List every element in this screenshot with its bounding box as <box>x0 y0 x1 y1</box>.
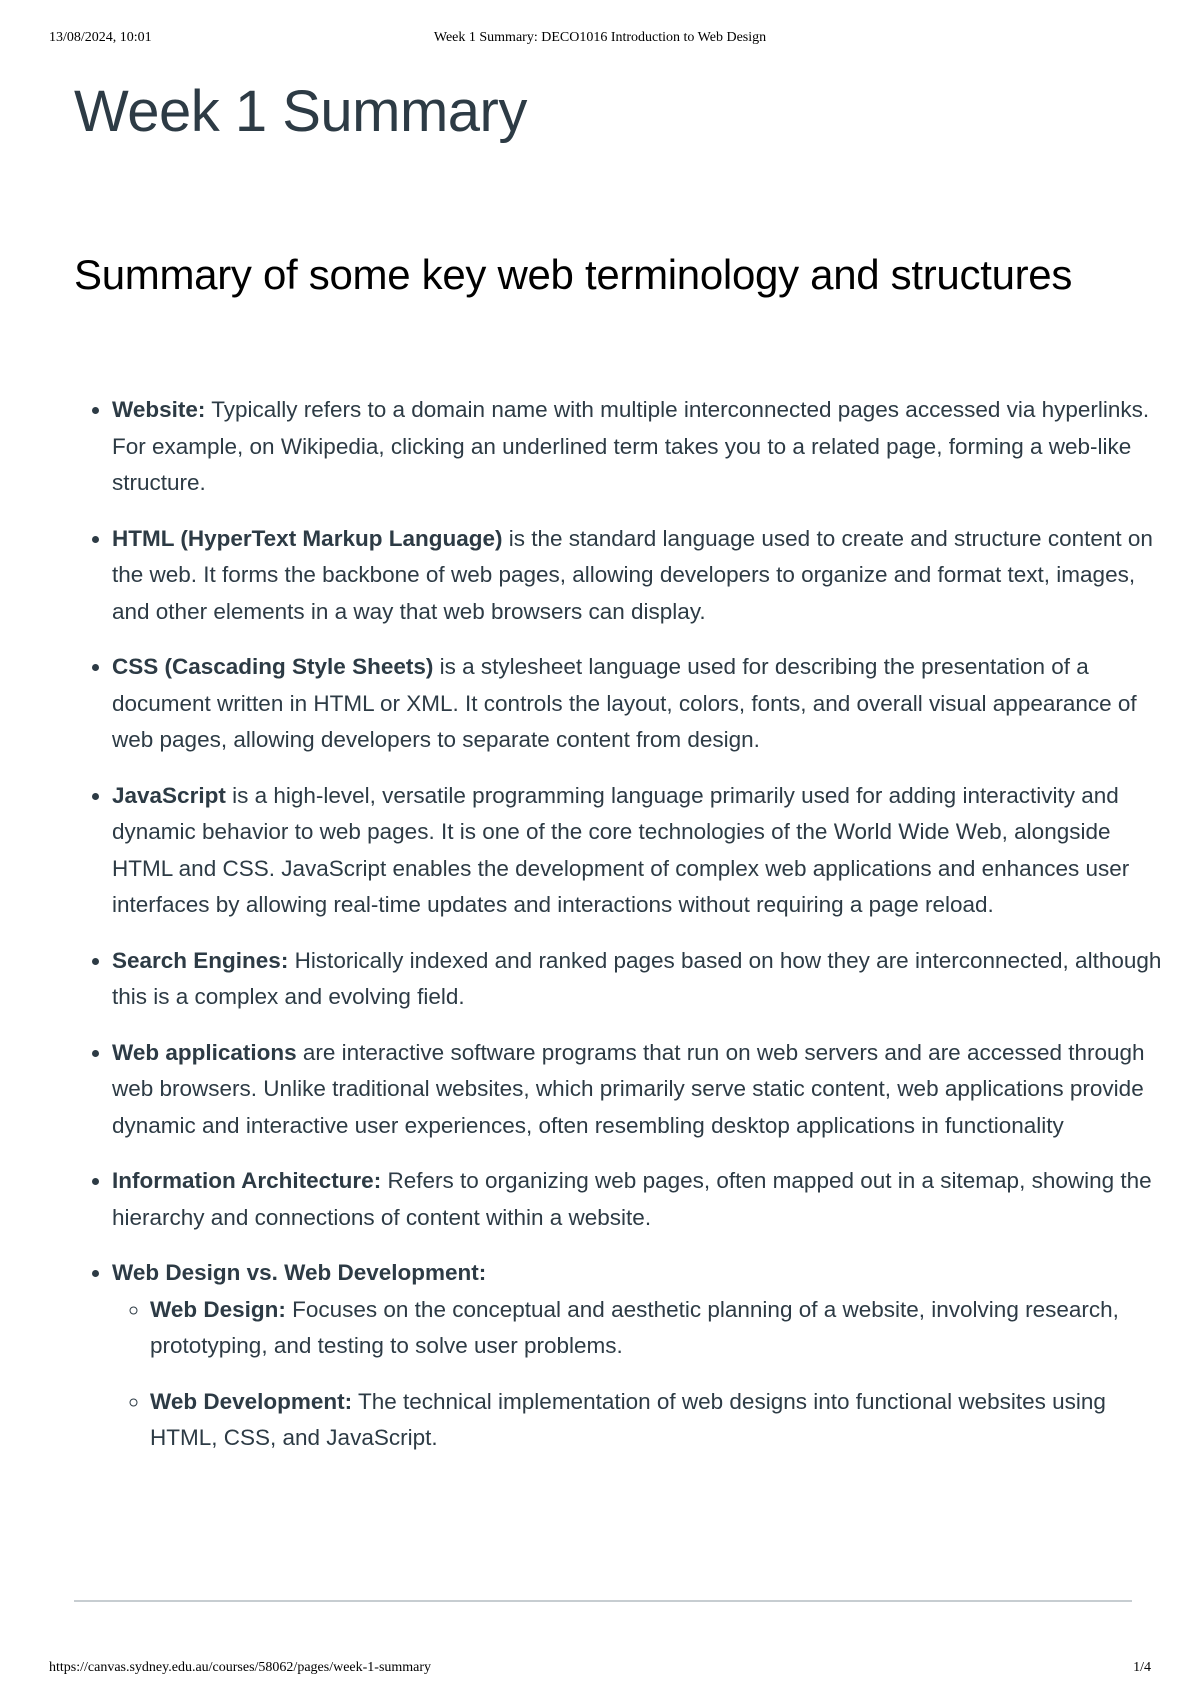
list-item-css <box>112 649 1172 759</box>
term-label: Information Architecture: <box>112 1168 382 1193</box>
list-item-design-vs-development <box>112 1255 1172 1457</box>
term-description: Focuses on the conceptual and aesthetic planning of a website, involving research, prototyping, and testing to solve user problems. <box>150 1296 1119 1358</box>
page-number: 1/4 <box>1133 1660 1151 1675</box>
term-label: Web Development: <box>150 1388 353 1414</box>
term-label: JavaScript <box>112 782 226 808</box>
list-item-information-architecture <box>112 1163 1172 1236</box>
term-label: Web applications <box>112 1039 297 1065</box>
term-label: CSS (Cascading Style Sheets) <box>112 654 434 679</box>
print-header <box>0 30 1200 54</box>
term-label: HTML (HyperText Markup Language) <box>112 525 503 551</box>
page-url[interactable]: https://canvas.sydney.edu.au/courses/58062/pages/week-1-summary <box>49 1660 432 1675</box>
print-date: 13/08/2024, 10:01 <box>49 30 152 45</box>
term-label: Web Design: <box>150 1296 286 1322</box>
sub-list <box>112 1292 1172 1457</box>
list-item-search-engines <box>112 943 1172 1016</box>
divider <box>74 1600 1132 1602</box>
term-description: The technical implementation of web designs into functional websites using HTML, CSS, and JavaScript. <box>150 1388 1106 1450</box>
term-description: Refers to organizing web pages, often mapped out in a sitemap, showing the hierarchy and connections of content within a website. <box>112 1168 1152 1230</box>
term-description: is a high-level, versatile programming language primarily used for adding interactivity and dynamic behavior to web pages. It is one of the core technologies of the World Wide Web, alongside HTML and CSS. JavaScript enables the development of complex web applications and enhances user interfaces by allowing real-time updates and interactions without requiring a page reload. <box>112 782 1130 917</box>
sub-list-item-web-development <box>150 1384 1172 1457</box>
term-description: is a stylesheet language used for describing the presentation of a document written in HTML or XML. It controls the layout, colors, fonts, and overall visual appearance of web pages, allowing developers to separate content from design. <box>112 654 1137 752</box>
sub-list-item-web-design <box>150 1292 1172 1365</box>
page-title: Week 1 Summary <box>74 79 527 144</box>
print-footer <box>0 1660 1200 1684</box>
list-item-html <box>112 521 1172 631</box>
term-label: Search Engines: <box>112 947 289 973</box>
term-description: is the standard language used to create and structure content on the web. It forms the backbone of web pages, allowing developers to organize and format text, images, and other elements in a way that web browsers can display. <box>112 525 1153 624</box>
section-heading: Summary of some key web terminology and structures <box>74 251 1073 298</box>
list-item-website <box>112 392 1172 502</box>
term-description: Typically refers to a domain name with multiple interconnected pages accessed via hyperlinks. For example, on Wikipedia, clicking an underlined term takes you to a related page, forming a web-like structure. <box>112 397 1150 495</box>
print-document-title: Week 1 Summary: DECO1016 Introduction to Web Design <box>433 30 767 45</box>
term-label: Website: <box>112 397 206 422</box>
list-item-web-applications <box>112 1035 1172 1145</box>
term-description: are interactive software programs that run on web servers and are accessed through web browsers. Unlike traditional websites, which primarily serve static content, web applications provide dynamic and interactive user experiences, often resembling desktop applications in functionality <box>112 1039 1145 1138</box>
list-item-javascript <box>112 778 1172 924</box>
term-description: Historically indexed and ranked pages based on how they are interconnected, although this is a complex and evolving field. <box>112 947 1162 1009</box>
term-label: Web Design vs. Web Development: <box>112 1260 487 1285</box>
terminology-list <box>74 392 1172 1476</box>
